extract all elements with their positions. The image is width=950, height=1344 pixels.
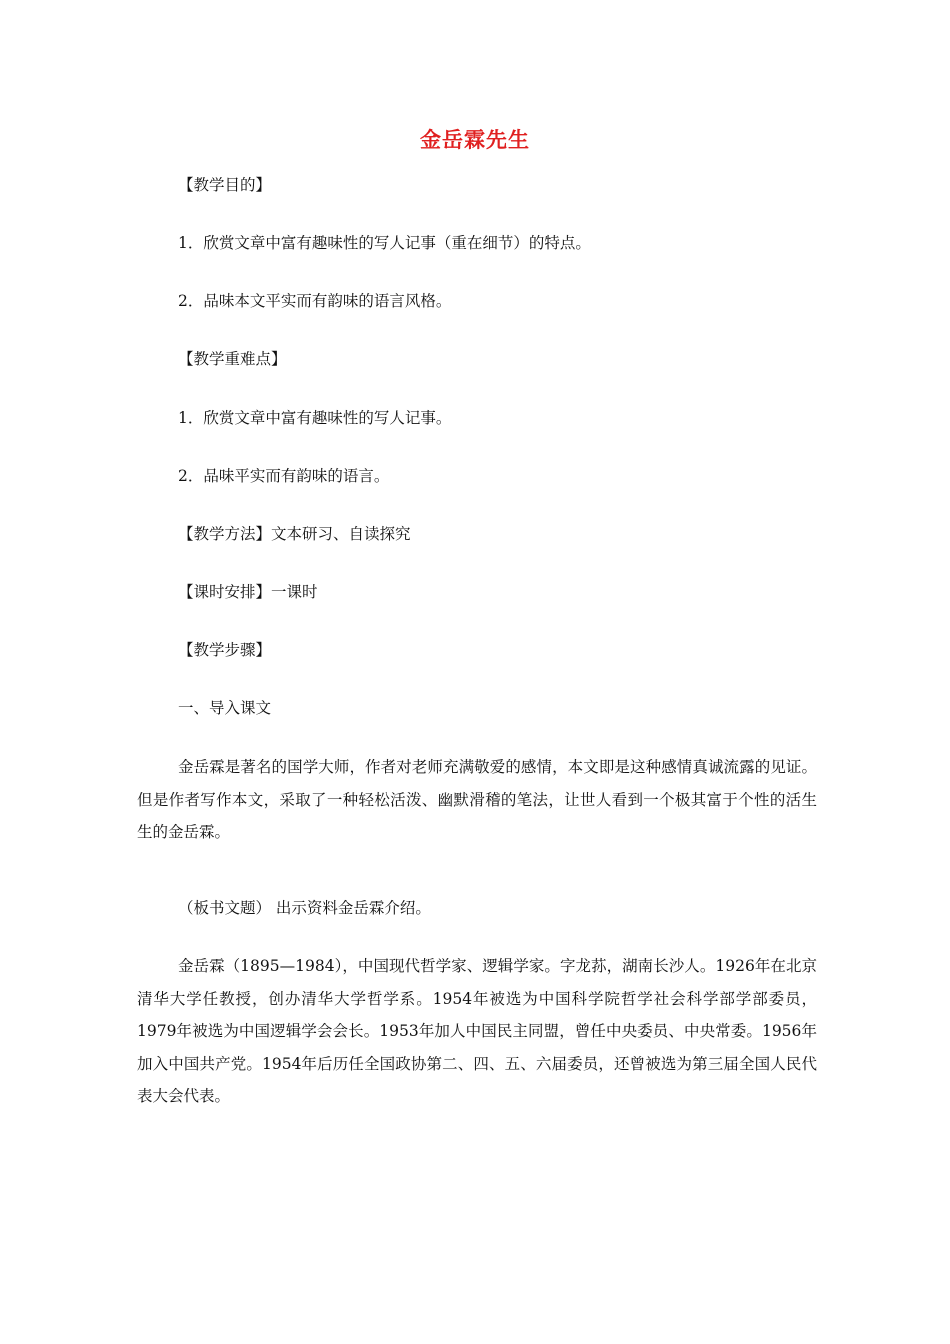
objectives-heading: 【教学目的】: [178, 176, 272, 194]
key-points-heading: 【教学重难点】: [178, 350, 287, 368]
bio-paragraph: 金岳霖（1895—1984），中国现代哲学家、逻辑学家。字龙荪，湖南长沙人。1926年在北京清华大学任教授，创办清华大学哲学系。1954年被选为中国科学院哲学社会科学部学部委员，1979年被选为中国逻辑学会会长。1953年加人中国民主同盟，曾任中央委员、中央常委。1956年加入中国共产党。1954年后历任全国政协第二、四、五、六届委员，还曾被选为第三届全国人民代表大会代表。: [137, 957, 817, 1105]
section-heading: 一、导入课文: [178, 699, 272, 717]
key-point-item-2: 2．品味平实而有韵味的语言。: [178, 467, 390, 485]
document-title: 金岳霖先生: [420, 128, 530, 152]
objective-item-1: 1．欣赏文章中富有趣味性的写人记事（重在细节）的特点。: [178, 234, 591, 252]
class-schedule: 【课时安排】一课时: [178, 583, 318, 601]
teaching-method: 【教学方法】文本研习、自读探究: [178, 525, 411, 543]
key-point-item-1: 1．欣赏文章中富有趣味性的写人记事。: [178, 409, 452, 427]
objective-item-2: 2．品味本文平实而有韵味的语言风格。: [178, 292, 452, 310]
board-note: （板书文题） 出示资料金岳霖介绍。: [178, 899, 431, 917]
intro-paragraph: 金岳霖是著名的国学大师，作者对老师充满敬爱的感情，本文即是这种感情真诚流露的见证。但是作者写作本文，采取了一种轻松活泼、幽默滑稽的笔法，让世人看到一个极其富于个性的活生生的金岳霖。: [137, 758, 817, 841]
steps-heading: 【教学步骤】: [178, 641, 272, 659]
